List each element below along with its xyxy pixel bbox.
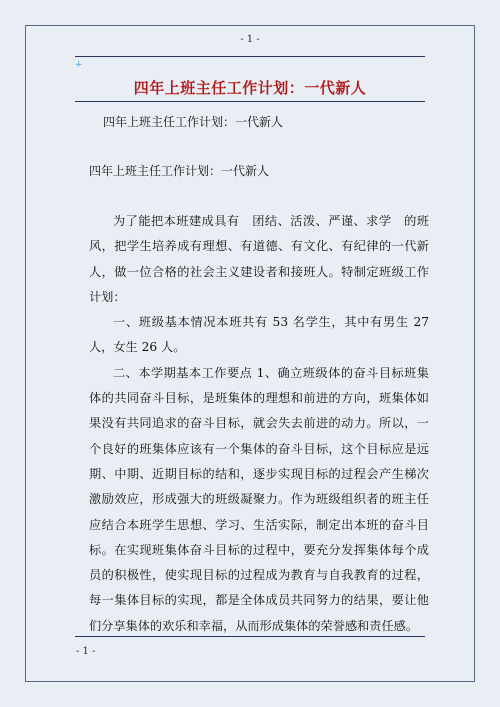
subtitle-1: 四年上班主任工作计划：一代新人 <box>103 115 284 129</box>
paragraph-intro: 为了能把本班建成具有 团结、活泼、严谨、求学 的班风，把学生培养成有理想、有道德、有文化、有纪律的一代新人，做一位合格的社会主义建设者和接班人。特制定班级工作计划： <box>89 214 429 304</box>
document-body <box>89 209 429 639</box>
cursor-marker-icon: + <box>75 60 83 70</box>
subtitle-2: 四年上班主任工作计划：一代新人 <box>89 164 270 178</box>
title-divider <box>75 101 425 102</box>
header-divider <box>75 56 425 57</box>
footer-page-number: - 1 - <box>76 646 96 657</box>
paragraph-class-info: 一、班级基本情况本班共有 53 名学生，其中有男生 27 人，女生 26 人。 <box>89 315 429 355</box>
footer-divider <box>75 636 425 637</box>
document-title: 四年上班主任工作计划：一代新人 <box>133 79 367 97</box>
paragraph-work-points: 二、本学期基本工作要点 1、确立班级体的奋斗目标班集体的共同奋斗目标，是班集体的理想和前进的方向，班集体如果没有共同追求的奋斗目标，就会失去前进的动力。所以，一个良好的班集体应该有一个集体的奋斗目标，这个目标应是远期、中期、近期目标的结和，逐步实现目标的过程会产生梯次激励效应，形成强大的班级凝聚力。作为班级组织者的班主任应结合本班学生思想、学习、生活实际，制定出本班的奋斗目标。在实现班集体奋斗目标的过程中，要充分发挥集体每个成员的积极性，使实现目标的过程成为教育与自我教育的过程，每一集体目标的实现，都是全体成员共同努力的结果，要让他们分享集体的欢乐和幸福，从而形成集体的荣誉感和责任感。 <box>89 365 429 633</box>
header-page-number: - 1 - <box>240 34 260 45</box>
